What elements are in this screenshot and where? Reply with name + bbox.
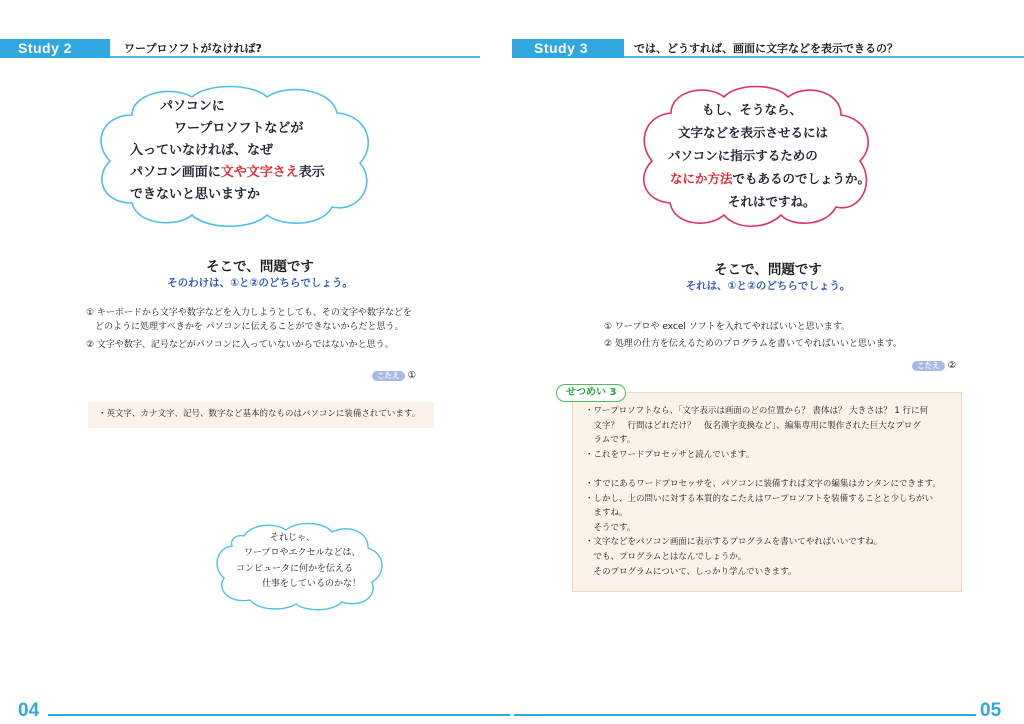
answer-value-left: ① — [407, 370, 417, 381]
answer-label-left: こたえ — [372, 371, 405, 381]
explain-line — [585, 462, 951, 477]
question-sub-right: それは、①と②のどちらでしょう。 — [685, 280, 851, 292]
bubble-left-line-3: コンピュータに何かを伝える — [236, 564, 354, 574]
right-footer-rule — [514, 714, 976, 716]
cloud-right-emphasis: なにか方法 — [670, 171, 733, 186]
explain-line: そのプログラムについて、しっかり学んでいきます。 — [585, 566, 797, 577]
cloud-left-line-4c: 表示 — [298, 165, 325, 180]
cloud-right — [636, 85, 872, 225]
note-left: ・英文字、カナ文字、記号、数字など基本的なものはパソコンに装備されています。 — [88, 402, 434, 428]
explain-line: ・すでにあるワードプロセッサを、パソコンに装備すれば文字の編集はカンタンにできます。 — [585, 478, 941, 489]
cloud-left-line-3: 入っていなければ、なぜ — [130, 143, 274, 158]
answer-value-right: ② — [947, 360, 957, 371]
left-footer-rule — [48, 714, 510, 716]
study-title-left: ワープロソフトがなければ? — [124, 42, 262, 55]
cloud-left-line-2: ワープロソフトなどが — [174, 121, 304, 136]
cloud-left — [92, 85, 378, 225]
cloud-left-line-4a: パソコン画面に — [130, 165, 221, 180]
explain-line: ますね。 — [585, 508, 628, 519]
cloud-left-line-1: パソコンに — [160, 99, 225, 114]
cloud-right-line-1: もし、そうなら、 — [702, 102, 803, 117]
bubble-left-line-1: それじゃ、 — [270, 533, 316, 543]
explanation-box — [572, 392, 962, 592]
cloud-left-line-5: できないと思いますか — [130, 187, 261, 202]
bubble-left-line-4: 仕事をしているのかな！ — [262, 579, 362, 589]
cloud-right-line-3: パソコンに指示するための — [668, 148, 818, 163]
study-tag-left: Study 2 — [0, 39, 110, 58]
answer-left — [372, 370, 416, 382]
answer-label-right: こたえ — [912, 361, 945, 371]
option-left-2: ② 文字や数字、記号などがパソコンに入っていないからではないかと思う。 — [86, 340, 394, 350]
cloud-left-emphasis: 文や文字さえ — [220, 165, 299, 180]
page-number-left: 04 — [18, 700, 40, 721]
explain-line: ・文字などをパソコン画面に表示するプログラムを書いてやればいいですね。 — [585, 537, 883, 548]
bubble-left-line-2: ワープロやエクセルなどは、 — [244, 548, 361, 558]
cloud-left-line-4 — [130, 162, 325, 184]
question-title-right: そこで、問題です — [714, 262, 822, 278]
answer-right — [912, 360, 956, 372]
cloud-right-line-2: 文字などを表示させるには — [678, 125, 829, 140]
explain-line: でも、プログラムとはなんでしょうか。 — [585, 551, 747, 562]
explanation-badge: せつめい 3 — [556, 384, 626, 402]
option-right-1: ① ワープロや excel ソフトを入れてやればいいと思います。 — [604, 322, 851, 332]
page-number-right: 05 — [980, 700, 1002, 721]
option-left-1a: ① キーボードから文字や数字などを入力しようとしても、その文字や数字などを — [86, 308, 412, 318]
cloud-right-line-4 — [670, 167, 870, 190]
option-right-2: ② 処理の仕方を伝えるためのプログラムを書いてやればいいと思います。 — [604, 339, 903, 349]
explain-line: ・ワープロソフトなら、「文字表示は画面のどの位置から？ 書体は？ 大きさは？ 1 行に何 — [585, 406, 929, 416]
cloud-right-line-4b: でもあるのでしょうか。 — [732, 171, 871, 186]
cloud-right-line-5: それはですね。 — [728, 194, 816, 209]
study-title-right: では、どうすれば、画面に文字などを表示できるの？ — [634, 42, 898, 55]
study-tag-right: Study 3 — [512, 39, 624, 58]
explain-line: そうです。 — [585, 522, 636, 533]
explain-line: ・これをワードプロセッサと読んでいます。 — [585, 449, 755, 460]
explain-line: ・しかし、上の問いに対する本質的なこたえはワープロソフトを装備することと少しちがい — [585, 493, 934, 504]
option-left-1b: どのように処理すべきかを パソコンに伝えることができないからだと思う。 — [86, 322, 404, 332]
question-sub-left: そのわけは、①と②のどちらでしょう。 — [167, 277, 353, 289]
explain-line: ラムです。 — [585, 435, 636, 446]
bubble-left — [214, 522, 384, 608]
explain-line: 文字？ 行間はどれだけ？ 仮名漢字変換など」、編集専用に製作された巨大なプログ — [585, 420, 921, 431]
question-title-left: そこで、問題です — [206, 259, 314, 275]
